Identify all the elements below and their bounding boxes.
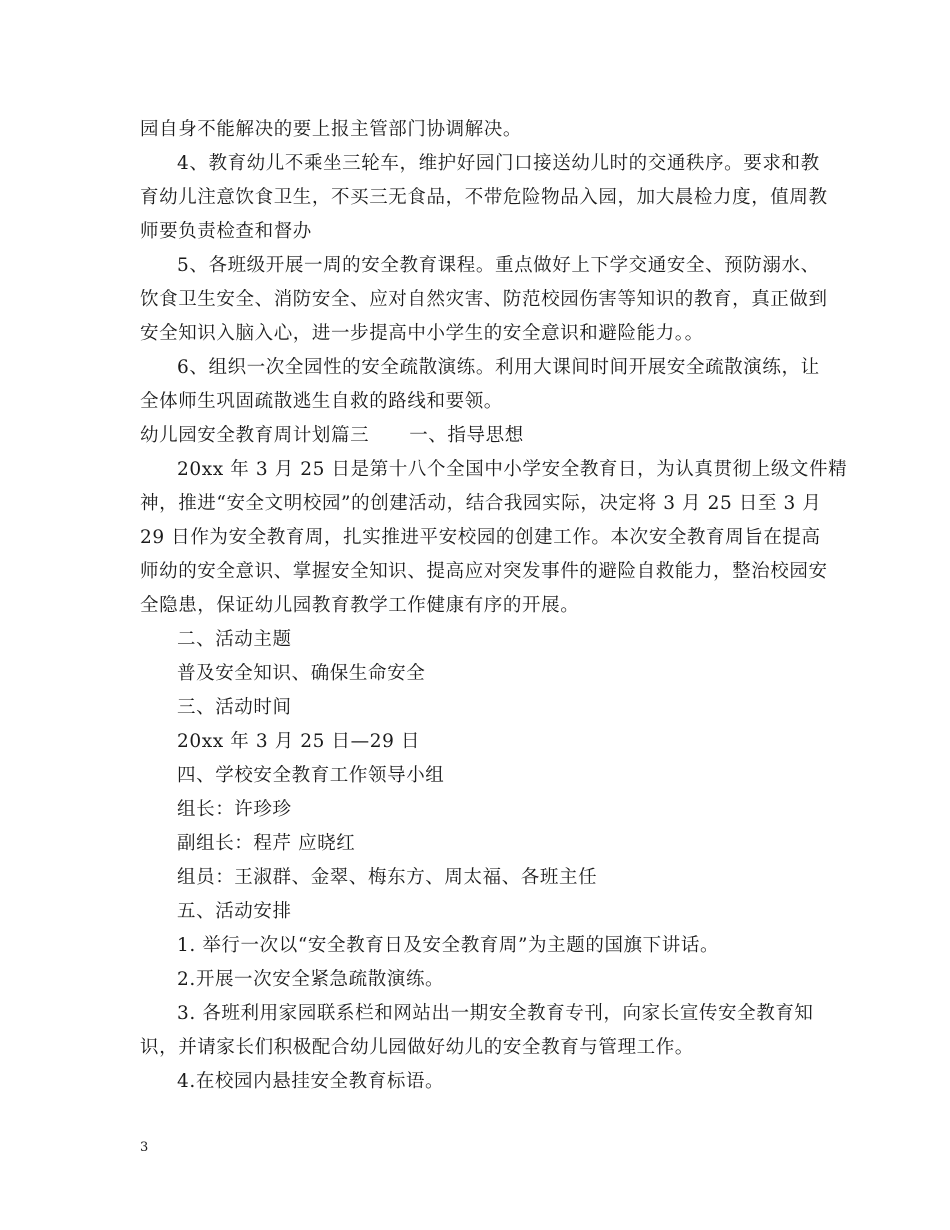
text-line: 师幼的安全意识、掌握安全知识、提高应对突发事件的避险自救能力，整治校园安 (140, 561, 828, 582)
paragraph-block-1 (140, 113, 828, 419)
text-line: 29 日作为安全教育周，扎实推进平安校园的创建工作。本次安全教育周旨在提高 (140, 527, 821, 548)
text-line: 五、活动安排 (177, 901, 292, 922)
text-line: 师要负责检查和督办 (140, 221, 312, 242)
text-line: 3. 各班利用家园联系栏和网站出一期安全教育专刊，向家长宣传安全教育知 (177, 1003, 814, 1024)
text-line: 20xx 年 3 月 25 日是第十八个全国中小学安全教育日，为认真贯彻上级文件精 (177, 459, 848, 480)
text-line: 四、学校安全教育工作领导小组 (177, 765, 445, 786)
document-body (140, 113, 848, 1099)
paragraph-block-2 (140, 453, 848, 1099)
text-line: 全体师生巩固疏散逃生自救的路线和要领。 (140, 391, 503, 412)
section-title: 幼儿园安全教育周计划篇三 (140, 425, 370, 446)
text-line: 园自身不能解决的要上报主管部门协调解决。 (140, 119, 523, 140)
text-line: 安全知识入脑入心，进一步提高中小学生的安全意识和避险能力。。 (140, 323, 704, 344)
text-line: 全隐患，保证幼儿园教育教学工作健康有序的开展。 (140, 595, 580, 616)
text-line: 20xx 年 3 月 25 日—29 日 (177, 731, 421, 752)
text-line: 神，推进“安全文明校园”的创建活动，结合我园实际，决定将 3 月 25 日至 3 月 (140, 493, 822, 514)
text-line: 5、各班级开展一周的安全教育课程。重点做好上下学交通安全、预防溺水、 (177, 255, 820, 276)
text-line: 4.在校园内悬挂安全教育标语。 (177, 1071, 445, 1092)
text-line: 普及安全知识、确保生命安全 (177, 663, 426, 684)
text-line: 三、活动时间 (177, 697, 292, 718)
text-line: 识，并请家长们积极配合幼儿园做好幼儿的安全教育与管理工作。 (140, 1037, 694, 1058)
text-line: 1. 举行一次以“安全教育日及安全教育周”为主题的国旗下讲话。 (177, 935, 720, 956)
text-line: 组员：王淑群、金翠、梅东方、周太福、各班主任 (177, 867, 598, 888)
text-line: 2.开展一次安全紧急疏散演练。 (177, 969, 445, 990)
text-line: 4、教育幼儿不乘坐三轮车，维护好园门口接送幼儿时的交通秩序。要求和教 (177, 153, 820, 174)
page-number: 3 (140, 1140, 149, 1155)
text-line: 副组长：程芹 应晓红 (177, 833, 356, 854)
section-title-line (140, 419, 815, 453)
section-heading: 一、指导思想 (409, 425, 524, 446)
text-line: 6、组织一次全园性的安全疏散演练。利用大课间时间开展安全疏散演练，让 (177, 357, 820, 378)
text-line: 育幼儿注意饮食卫生，不买三无食品，不带危险物品入园，加大晨检力度，值周教 (140, 187, 828, 208)
text-line: 组长：许珍珍 (177, 799, 292, 820)
text-line: 饮食卫生安全、消防安全、应对自然灾害、防范校园伤害等知识的教育，真正做到 (140, 289, 828, 310)
text-line: 二、活动主题 (177, 629, 292, 650)
